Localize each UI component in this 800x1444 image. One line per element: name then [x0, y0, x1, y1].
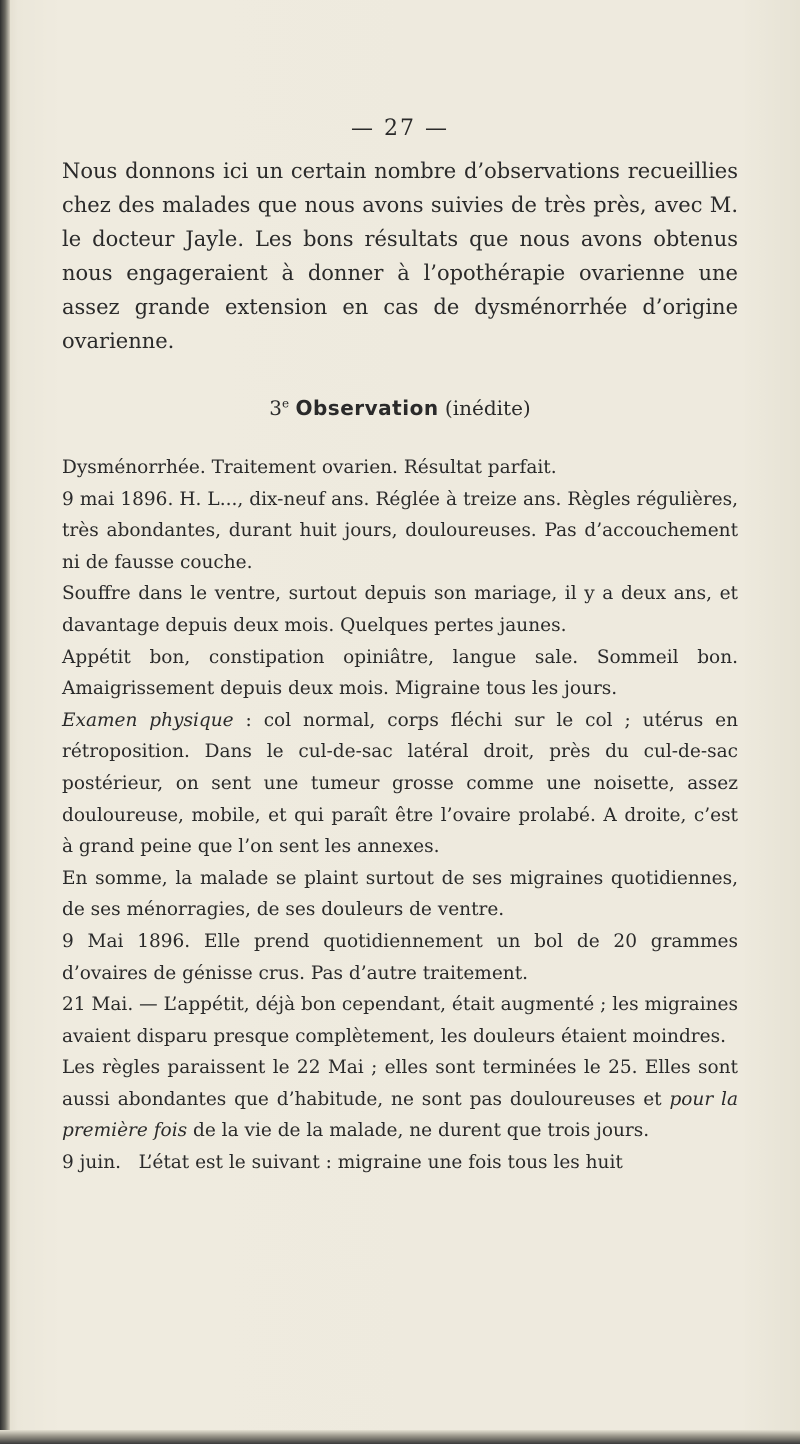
observation-summary: Dysménorrhée. Traitement ovarien. Résultat parfait. — [62, 457, 557, 478]
exam-text: : col normal, corps fléchi sur le col ; utérus en rétroposition. Dans le cul-de-sac latéral droit, près du cul-de-sac postérieur, on sent une tumeur grosse comme une noisette, assez douloureuse, mobile, et qui paraît être l’ovaire prolabé. A droite, c’est à grand peine que l’on sent les annexes. — [62, 709, 738, 858]
paragraph-8-end: de la vie de la malade, ne durent que trois jours. — [187, 1120, 650, 1142]
observation-ordinal-suffix: e — [282, 396, 290, 411]
observation-title: Observation — [295, 396, 439, 420]
bottom-edge — [0, 1430, 800, 1444]
observation-paragraph-9: 9 juin. L’état est le suivant : migraine une fois tous les huit — [62, 1152, 623, 1174]
observation-heading — [0, 396, 800, 420]
observation-paragraph-7: 21 Mai. — L’appétit, déjà bon cependant, était augmenté ; les migraines avaient disparu presque complètement, les douleurs étaient moindres. — [62, 994, 738, 1047]
observation-paragraph-2: Souffre dans le ventre, surtout depuis son mariage, il y a deux ans, et davantage depuis deux mois. Quelques pertes jaunes. — [62, 583, 738, 636]
observation-number: 3 — [269, 396, 283, 420]
binding-edge — [0, 0, 10, 1444]
observation-body — [62, 452, 738, 1179]
intro-section — [62, 154, 738, 358]
exam-label: Examen physique — [62, 709, 234, 731]
observation-paragraph-6: 9 Mai 1896. Elle prend quotidiennement un bol de 20 grammes d’ovaires de génisse crus. Pas d’autre traitement. — [62, 930, 738, 984]
intro-paragraph: Nous donnons ici un certain nombre d’observations recueillies chez des malades que nous avons suivies de très près, avec M. le docteur Jayle. Les bons résultats que nous avons obtenus nous engageraient à donner à l’opothérapie ovarienne une assez grande extension en cas de dysménorrhée d’origine ovarienne. — [62, 159, 738, 353]
page-number: — 27 — — [351, 116, 449, 141]
observation-qualifier: (inédite) — [444, 396, 531, 420]
observation-paragraph-1: 9 mai 1896. H. L..., dix-neuf ans. Réglée à treize ans. Règles régulières, très abondantes, durant huit jours, douloureuses. Pas d’accouchement ni de fausse couche. — [62, 488, 738, 573]
observation-paragraph-4 — [62, 705, 738, 863]
observation-paragraph-3: Appétit bon, constipation opiniâtre, langue sale. Sommeil bon. Amaigrissement depuis deux mois. Migraine tous les jours. — [62, 646, 738, 700]
observation-paragraph-5: En somme, la malade se plaint surtout de ses migraines quotidiennes, de ses ménorragies, de ses douleurs de ventre. — [62, 867, 738, 921]
observation-paragraph-8 — [62, 1052, 738, 1147]
paragraph-8-start: Les règles paraissent le 22 Mai ; elles sont terminées le 25. Elles sont aussi abondantes que d’habitude, ne sont pas douloureuses et — [62, 1057, 738, 1110]
paragraph-8-emphasis: pour la première fois — [62, 1088, 738, 1142]
